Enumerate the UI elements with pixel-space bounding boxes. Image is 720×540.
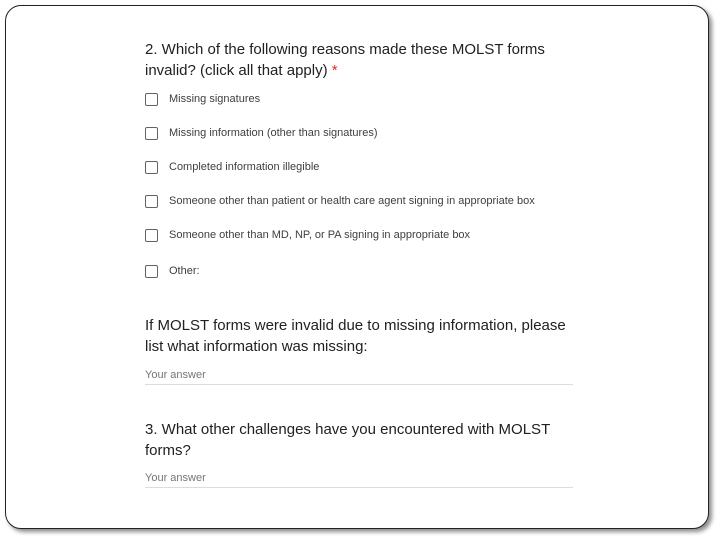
question-2-text: 2. Which of the following reasons made these MOLST forms invalid? (click all that apply) [145,41,545,79]
option-label: Other: [169,265,200,277]
option-other-signer-patient-box[interactable] [145,193,535,209]
question-3-title: 3. What other challenges have you encountered with MOLST forms? [145,421,550,459]
question-3-answer-underline [145,487,573,488]
question-2-title [145,39,585,81]
question-3-answer-input[interactable] [145,470,573,486]
option-other-signer-md-box[interactable] [145,227,470,243]
option-label: Missing information (other than signatures) [169,127,378,139]
missing-info-answer-input[interactable] [145,367,573,383]
checkbox-illegible[interactable] [145,161,158,174]
required-asterisk: * [331,62,338,79]
checkbox-missing-information[interactable] [145,127,158,140]
checkbox-other-signer-md-box[interactable] [145,229,158,242]
option-label: Completed information illegible [169,161,320,173]
checkbox-other[interactable] [145,265,158,278]
option-missing-signatures[interactable] [145,91,260,107]
checkbox-other-signer-patient-box[interactable] [145,195,158,208]
option-label: Someone other than patient or health care agent signing in appropriate box [169,195,535,207]
option-label: Missing signatures [169,93,261,105]
option-label: Someone other than MD, NP, or PA signing in appropriate box [169,229,471,241]
option-missing-information[interactable] [145,125,377,141]
checkbox-missing-signatures[interactable] [145,93,158,106]
missing-info-answer-underline [145,384,573,385]
option-illegible[interactable] [145,159,319,175]
option-other[interactable] [145,263,200,279]
missing-info-question-title: If MOLST forms were invalid due to missing information, please list what information was missing: [145,317,566,355]
